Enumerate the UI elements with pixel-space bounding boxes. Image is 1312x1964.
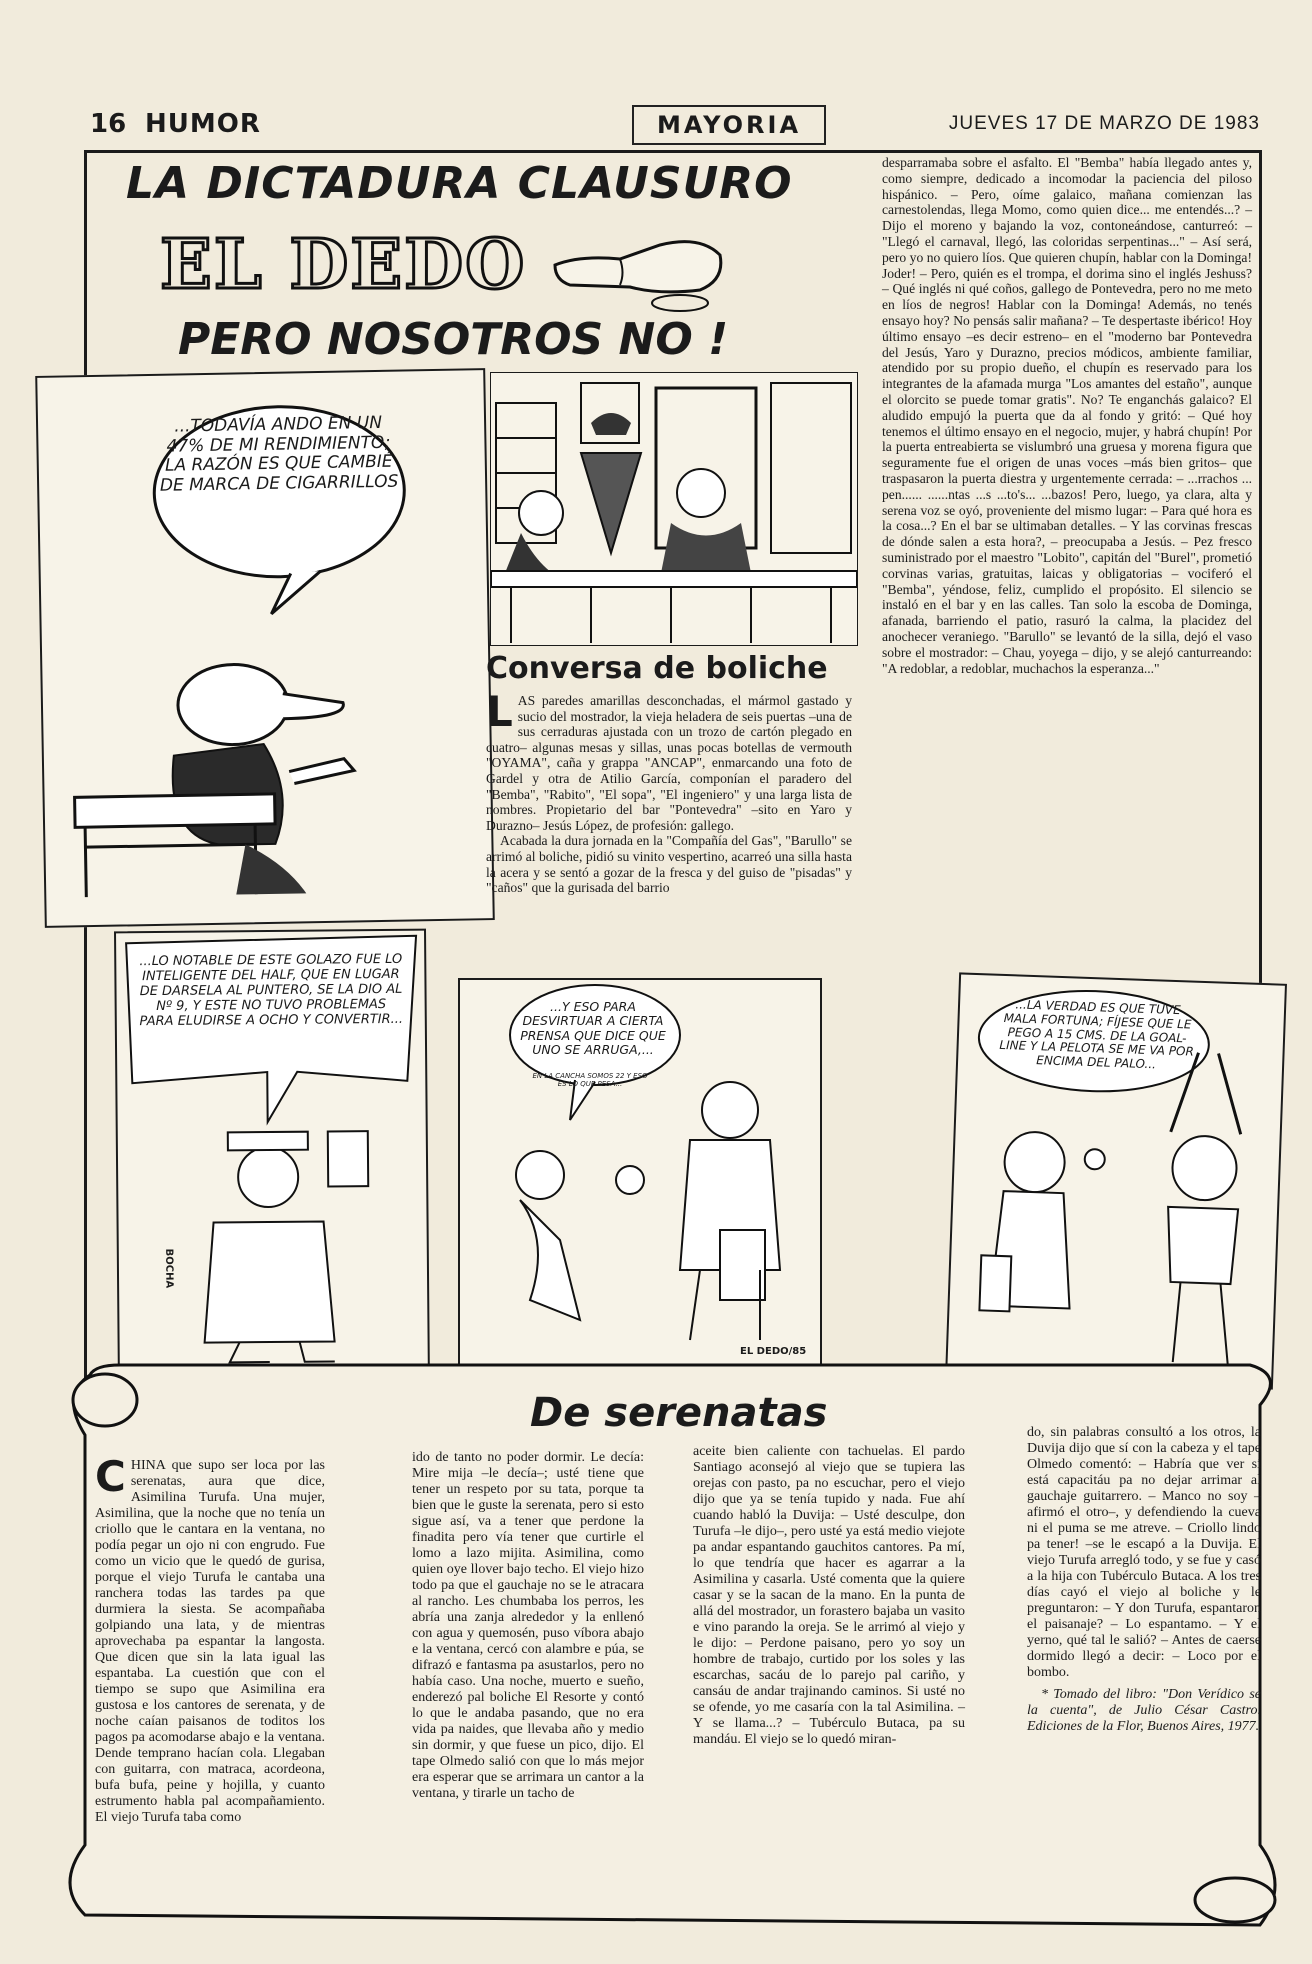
speech-bubble-4: ...LA VERDAD ES QUE TUVE MALA FORTUNA; FÍJESE QUE LE PEGO A 15 CMS. DE LA GOAL-LINE Y LA PELOTA SE ME VA POR ENCIMA DEL PALO...	[999, 997, 1195, 1072]
cartoon-panel-interview	[458, 978, 822, 1366]
cartoon-panel-smoker	[35, 368, 495, 928]
speech-bubble-1: ...TODAVÍA ANDO EN UN 47% DE MI RENDIMIENTO; LA RAZÓN ES QUE CAMBIÉ DE MARCA DE CIGARRILLOS	[159, 412, 399, 496]
dropcap-c: C	[95, 1452, 126, 1501]
article-serenatas-col4	[1027, 1425, 1261, 1736]
signature-bocha: BOCHA	[163, 1248, 175, 1289]
speech-bubble-2: ...LO NOTABLE DE ESTE GOLAZO FUE LO INTELIGENTE DEL HALF, QUE EN LUGAR DE DARSELA AL PUNTERO, SE LA DIO AL Nº 9, Y ESTE NO TUVO PROBLEMAS PARA ELUDIRSE A OCHO Y CONVERTIR...	[139, 951, 404, 1029]
boliche-paragraph-1: AS paredes amarillas desconchadas, el mármol gastado y sucio del mostrador, la vieja heladera de seis puertas –una de sus cerraduras ajustada con un trozo de cartón plegado en cuatro– algunas mesas y sillas, unas pocas botellas de vermouth "OYAMA", caña y grappa "ANCAP", enmarcando una foto de Gardel y otra de Atilio García, componían el paradero del "Bemba", "Rabito", "El sopa", "El ingeniero" y una larga lista de nombres. Propietario del bar "Pontevedra" –sito en Yaro y Durazno– Jesús López, de profesión: gallego.	[486, 693, 852, 833]
headline-dictadura: LA DICTADURA CLAUSURO	[126, 158, 793, 209]
serenatas-col1-text: HINA que supo ser loca por las serenatas, aura que dice, Asimilina Turufa. Una mujer, Asimilina, que la noche que no tenía un criollo que le cantara en la ventana, no podía pegar un ojo ni con engrudo. Fue como un vicio que le quedó de gurisa, porque el viejo Turufa le cantaba una ranchera todas las tardes pa que durmiera la siesta. Se acompañaba golpiando una lata, y de mientras aprovechaba pa espantar la langosta. Que dicen que sin la lata igual las espantaba. La cuestión que con el tiempo se supo que Asimilina era gustosa e los cantores de serenata, y de noche caían paisanos de toditos los pagos pa acomodarse abajo e la ventana. Dende temprano hacían cola. Llegaban con guitarra, con matraca, acordeona, bufa bufa, peine y hojilla, y cuanto estrumento habla pal acompañamiento. El viejo Turufa taba como	[95, 1458, 325, 1825]
bar-drawing	[491, 373, 857, 645]
article-serenatas-col1	[95, 1452, 325, 1826]
serenatas-col4-text: do, sin palabras consultó a los otros, la Duvija dijo que sí con la cabeza y el tape Olmedo comentó: – Habría que ver si está capacitáu pa no dejar arrimar al gauchaje guitarrero. – Manco no soy –afirmó el otro–, y defendiendo la cueva ni el puma se me atreve. – Criollo lindo pa tener! –se le escapó a la Duvija. El viejo Turufa arregló todo, y se fue y casó a la hija con Tubérculo Butaca. A los tres días cayó el viejo al boliche y le preguntaron: – Y don Turufa, espantaron el paisanaje? – Lo espantamo. – Y el yerno, qué tal le salió? – Antes de caerse dormido llegó a decir: – Loco por el bombo.	[1027, 1425, 1261, 1680]
article-title-serenatas: De serenatas	[530, 1390, 828, 1436]
boliche-paragraph-2: Acabada la dura jornada en la "Compañía del Gas", "Barullo" se arrimó al boliche, pidió su vinito vespertino, acarreó una silla hasta la acera y se sentó a gozar de la fresca y del guiso de "pisadas" y "caños" que la gurisada del barrio	[486, 833, 852, 896]
article-title-boliche: Conversa de boliche	[486, 651, 828, 686]
article-boliche-col2: desparramaba sobre el asfalto. El "Bemba" había llegado antes y, como siempre, dedicado a incomodar la paciencia del piloso hispánico. – Pero, oíme galaico, mañana comienzan las carnestolendas, llega Momo, como quien dice... me entendés...? – Dijo el moreno y bajando la voz, contoneándose, canturreó: – "Llegó el carnaval, llegó, las coloridas serpentinas..." – Así será, pero yo no quiero líos. Que quieren chupín, hablar con la Dominga! Joder! – Pero, quién es el trompa, el dorima sino el inglés Jeshuss? – Qué inglés ni qué coños, gallego de Pontevedra, pero no me meto en líos de negros! Hablar con la Dominga! Además, no tenés ensayo hoy? No pensás salir mañana? – Te despertaste ibérico! Hoy último ensayo –es decir estreno– en el "moderno bar Pontevedra del Jesús, Yaro y Durazno, precios módicos, ambiente familiar, atendido por su propio dueño, el chupín es reservado para los integrantes de la afamada murga "Los amantes del estaño", aunque el olorcito se puede tomar gratis". No? Te enganchás galaico? El aludido empujó la puerta que da al fondo y gritó: – Qué hoy tenemos el último ensayo en el negocio, mujer, y habrá chupín! Por la puerta entreabierta se vislumbró una gruesa y morena figura que seguramente fue el origen de unas voces –más bien gritos– que traspasaron la puerta diestra y urgentemente cerrada: – ...rrachos ... pen...... ......ntas ...s ...to's... ...bazos! Pero, luego, ya clara, alta y serena voz se oyó, proveniente del mismo lugar: – Para qué hora es la cosa...? En el bar se ultimaban detalles. – Y las corvinas frescas de dónde salen a esta hora?, – preocupaba a Jesús. – Pez fresco suministrado por el maestro "Lobito", capitán del "Burel", prometió corvinas varias, gratuitas, laicas y obligatorias – vociferó el "Bemba", yéndose, feliz, cumplido el propósito. El silencio se instaló en el bar y en las calles. Tan solo la escoba de Dominga, afanada, barriendo el patio, rasuró la calma, la placidez del anochecer veraniego. "Barullo" se levantó de la silla, dejó el vaso sobre el mostrador: – Chau, yoyega – dijo, y se alejó canturreando: "A redoblar, a redoblar, muchachos la esperanza..."	[882, 155, 1252, 676]
cartoon-panel-goal	[945, 972, 1287, 1389]
article-serenatas-col2: ido de tanto no poder dormir. Le decía: Mire mija –le decía–; usté tiene que tener un respeto por su tata, porque ta bien que le guste la serenata, pero si esto sigue así, va a tener que perdone la finadita pero vía tener que curtirle el lomo a lazo mijita. Asimilina, como quien oye llover bajo techo. El viejo hizo todo pa que el gauchaje no se le atracara al rancho. Les chumbaba los perros, les abría una zanja alrededor y la enllenó con agua y quemosén, puso víbora abajo e la ventana, cercó con alambre e púa, se difrazó e fantasma pa asustarlos, pero no había caso. Una noche, muerto e sueño, enderezó pal boliche El Resorte y contó lo que le andaba pasando, que no era vida pa naides, que llevaba año y medio sin dormir, y que fuese un pico, dijo. El tape Olmedo salió con que lo más mejor era esperar que se arrimara un cantor a la ventana, y tirarle un tacho de	[412, 1450, 644, 1801]
article-boliche-col1	[486, 687, 852, 897]
article-serenatas-col3: aceite bien caliente con tachuelas. El pardo Santiago aconsejó al viejo que se tupiera las orejas con pasto, pa no escuchar, pero el viejo dijo que ya se tenía tupido y nada. Fue ahí cuando habló la Duvija: – Usté desculpe, don Turufa –le dijo–, pero usté ya está medio viejote pa andar espantando gauchitos cantores. Pa mí, lo que tendría que hacer es agarrar a la Asimilina y casarla. Usté comenta que la quiere casar y se la sacan de la mano. En la punta de allá del mostrador, un forastero bajaba un vasito e vino parando la oreja. Se le arrimó al viejo y le dijo: – Perdone paisano, pero yo soy un hombre de trabajo, curtido por los soles y las escarchas, sacáu de lo parejo pal cariño, y cansáu de andar trajinando caminos. Si usté no se ofende, yo me casaría con la tal Asimilina. – Y se llama...? – Tubérculo Butaca, pa su mandáu. El viejo se lo quedó miran-	[693, 1444, 965, 1747]
speech-bubble-3: ...Y ESO PARA DESVIRTUAR A CIERTA PRENSA QUE DICE QUE UNO SE ARRUGA,...	[520, 999, 666, 1058]
headline-pero-nosotros: PERO NOSOTROS NO !	[178, 314, 729, 365]
bar-scene-illustration	[490, 372, 858, 646]
headline-el-dedo: EL DEDO	[160, 225, 527, 305]
issue-date: JUEVES 17 DE MARZO DE 1983	[948, 113, 1260, 134]
speech-bubble-3-small: EN LA CANCHA SOMOS 22 Y ESO ES LO QUE PESA...	[532, 1072, 648, 1089]
newspaper-logo: MAYORIA	[632, 105, 826, 145]
cartoon-panel-radio	[114, 929, 430, 1390]
source-note: * Tomado del libro: "Don Verídico se la cuenta", de Julio César Castro. Ediciones de la Flor, Buenos Aires, 1977.	[1027, 1687, 1261, 1734]
dropcap-l: L	[486, 687, 513, 736]
section-title: HUMOR	[145, 109, 261, 139]
page-header	[90, 105, 1260, 145]
page-number: 16	[90, 109, 127, 139]
pointing-finger-icon	[550, 225, 730, 315]
signature-el-dedo: EL DEDO/85	[740, 1346, 807, 1357]
